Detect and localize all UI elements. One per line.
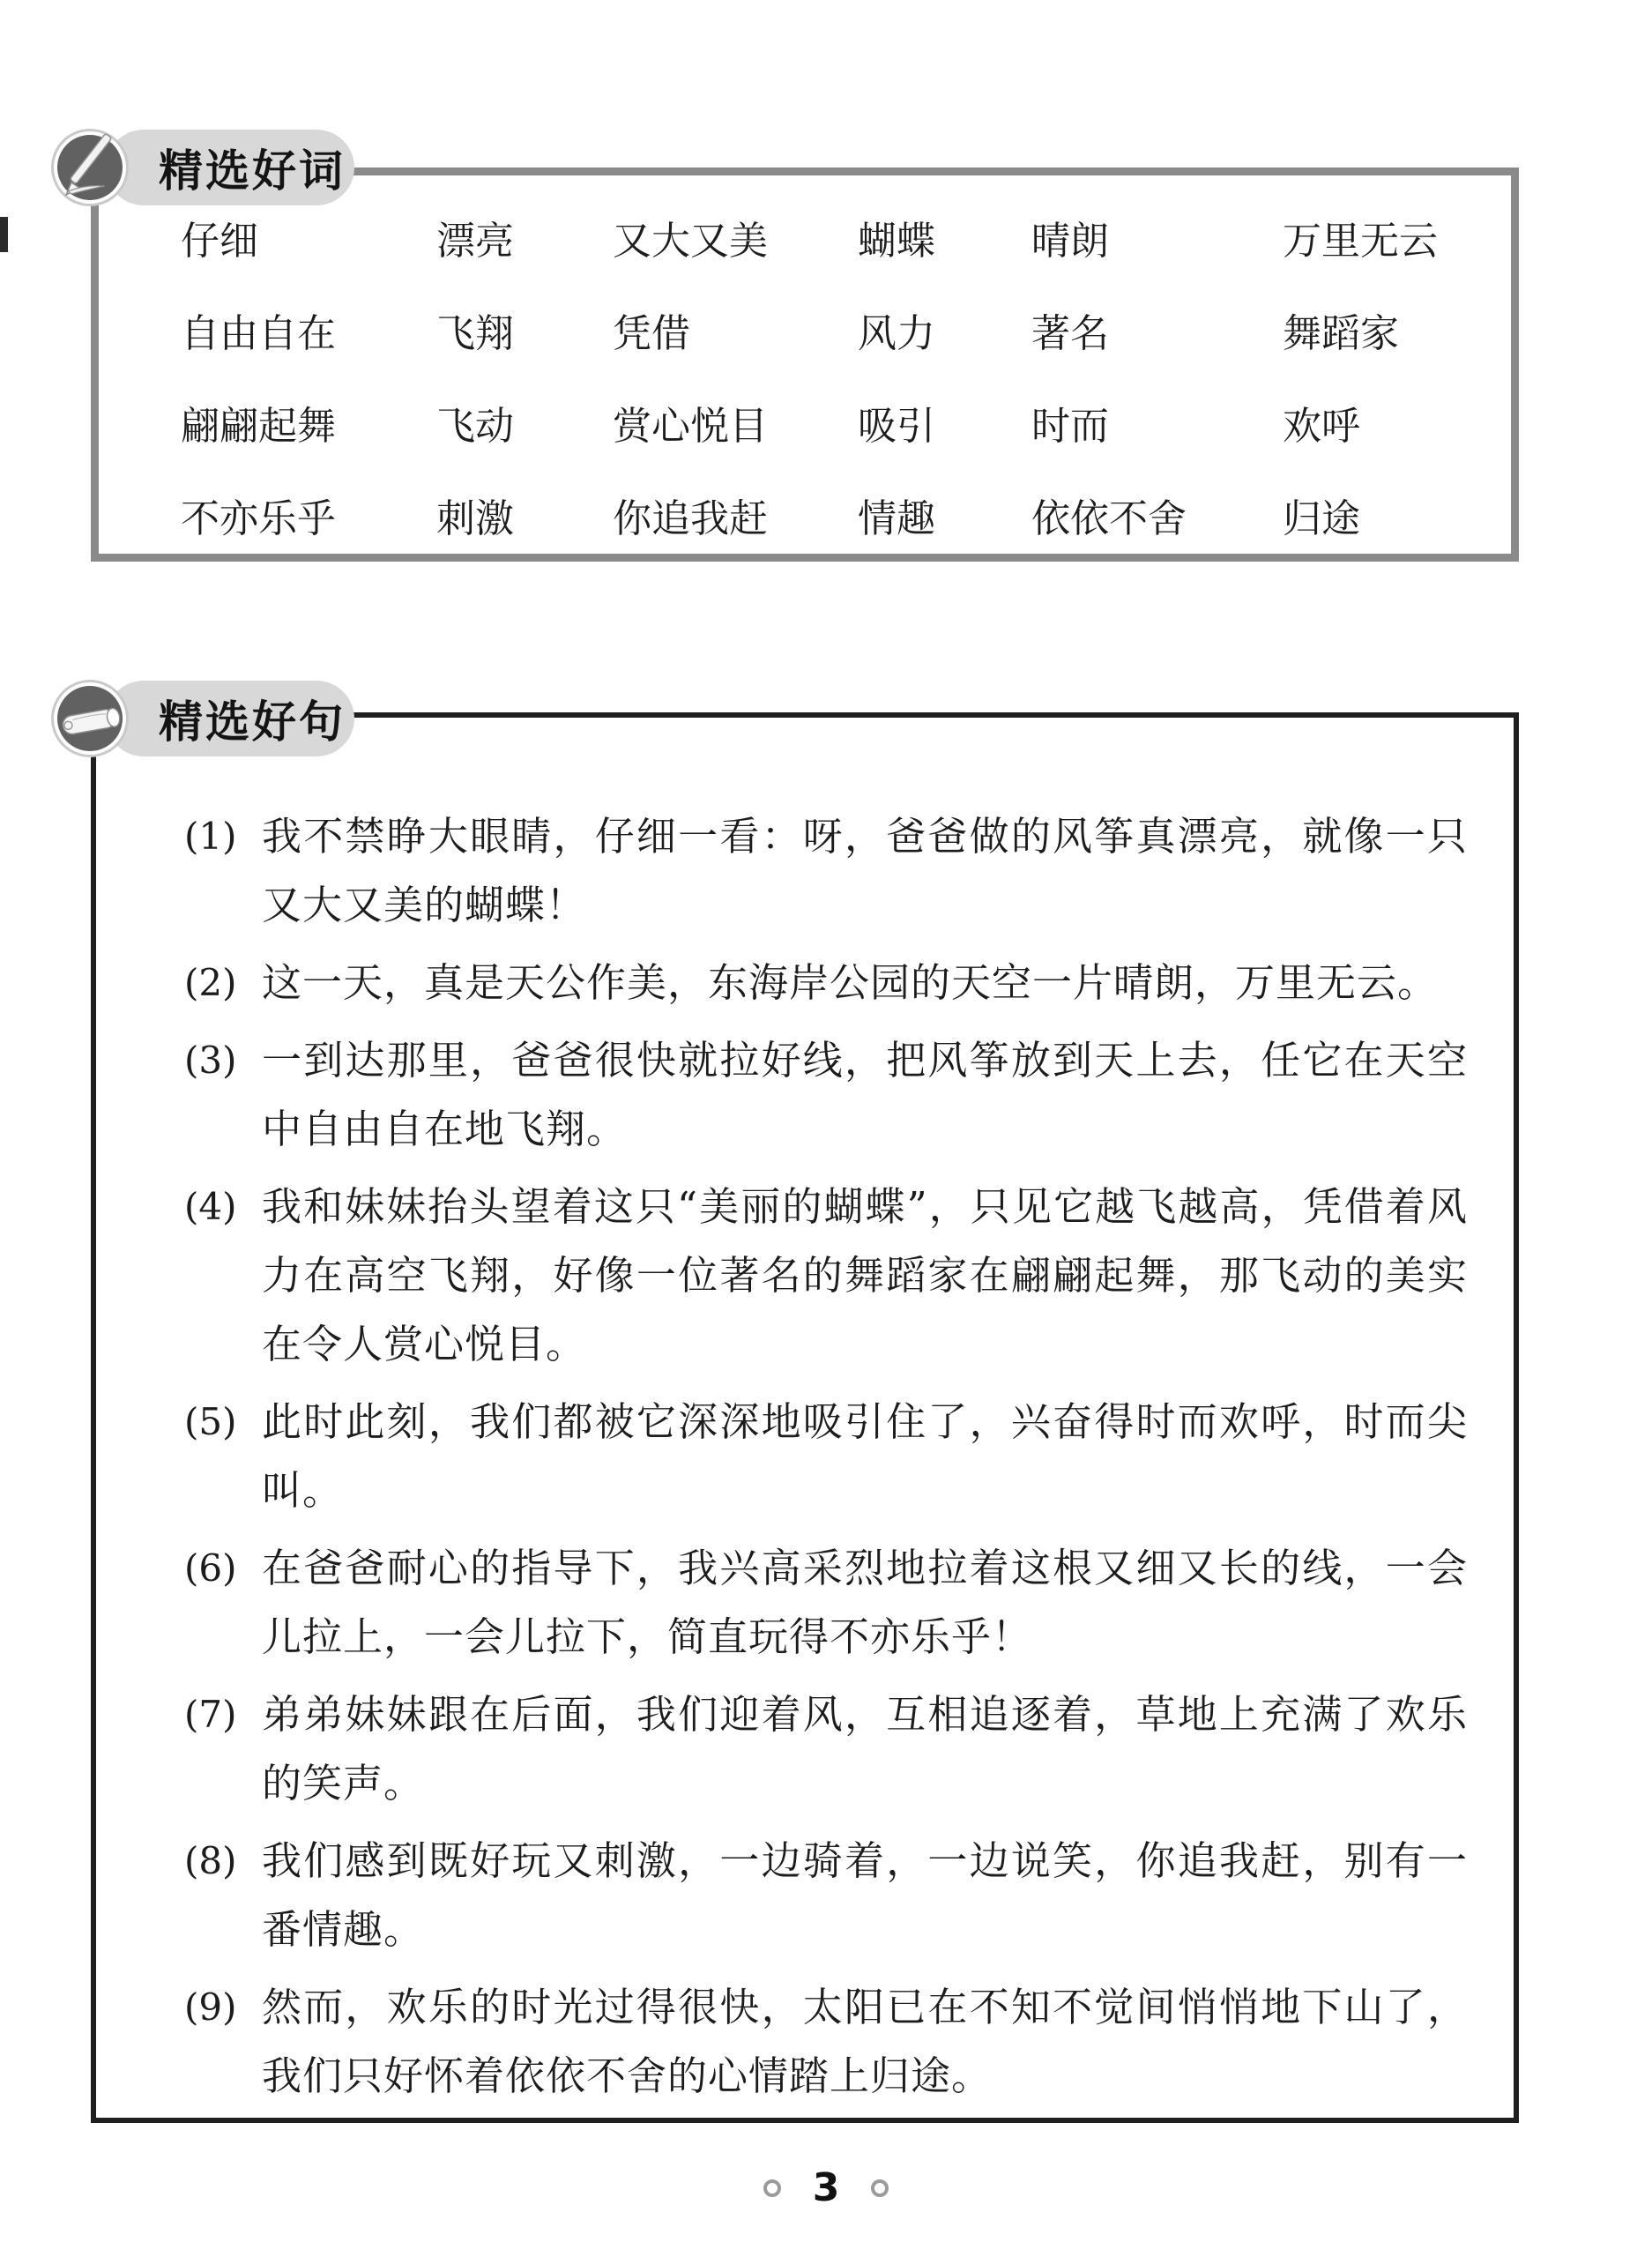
word-item: 时而 [1031, 404, 1109, 449]
page-number: 3 [812, 2165, 840, 2210]
sentence-item [184, 1173, 1468, 1379]
sentences-list [96, 718, 1514, 2111]
word-item: 万里无云 [1283, 219, 1438, 264]
sentences-box [91, 712, 1519, 2123]
word-item: 依依不舍 [1031, 496, 1187, 541]
word-item: 赏心悦目 [613, 404, 768, 449]
sentence-text: 这一天，真是天公作美，东海岸公园的天空一片晴朗，万里无云。 [262, 959, 1439, 1006]
sentence-item [184, 1973, 1468, 2111]
word-item: 漂亮 [436, 219, 514, 264]
word-item: 蝴蝶 [858, 219, 935, 264]
word-item: 情趣 [858, 496, 935, 541]
words-box [91, 168, 1519, 562]
word-item: 刺激 [436, 496, 514, 541]
words-grid [99, 175, 1511, 540]
word-item: 你追我赶 [613, 496, 768, 541]
word-item: 自由自在 [181, 311, 336, 356]
sentence-text: 然而，欢乐的时光过得很快，太阳已在不知不觉间悄悄地下山了，我们只好怀着依依不舍的心情踏上归途。 [262, 1984, 1468, 2099]
word-row [181, 311, 1511, 356]
scroll-icon [50, 679, 130, 758]
sentence-text: 在爸爸耐心的指导下，我兴高采烈地拉着这根又细又长的线，一会儿拉上，一会儿拉下，简直玩得不亦乐乎！ [262, 1545, 1468, 1660]
pen-icon [50, 128, 130, 207]
sentence-item [184, 1827, 1468, 1964]
word-item: 风力 [858, 311, 935, 356]
sentence-number: (9) [184, 1985, 237, 2029]
word-item: 飞翔 [436, 311, 514, 356]
page-edge-mark [0, 217, 8, 252]
word-item: 归途 [1283, 496, 1360, 541]
sentence-text: 此时此刻，我们都被它深深地吸引住了，兴奋得时而欢呼，时而尖叫。 [262, 1398, 1468, 1514]
word-item: 晴朗 [1031, 219, 1109, 264]
word-item: 欢呼 [1283, 404, 1360, 449]
sentence-text: 我不禁睁大眼睛，仔细一看：呀，爸爸做的风筝真漂亮，就像一只又大又美的蝴蝶！ [262, 813, 1468, 928]
word-item: 凭借 [613, 311, 690, 356]
footer-ring-icon [871, 2179, 889, 2197]
sentence-number: (7) [184, 1693, 237, 1736]
sentence-text: 我和妹妹抬头望着这只“美丽的蝴蝶”，只见它越飞越高，凭借着风力在高空飞翔，好像一位著名的舞蹈家在翩翩起舞，那飞动的美实在令人赏心悦目。 [262, 1183, 1468, 1367]
word-item: 吸引 [858, 404, 935, 449]
word-row [181, 406, 1511, 447]
sentence-number: (5) [184, 1400, 237, 1443]
words-section-header [106, 130, 354, 205]
sentence-item [184, 1388, 1468, 1525]
sentence-number: (3) [184, 1039, 237, 1082]
sentence-text: 一到达那里，爸爸很快就拉好线，把风筝放到天上去，任它在天空中自由自在地飞翔。 [262, 1037, 1468, 1152]
sentence-number: (2) [184, 961, 237, 1004]
word-row [181, 221, 1511, 262]
sentences-section-title: 精选好句 [159, 696, 346, 748]
sentence-number: (8) [184, 1839, 237, 1882]
sentence-item [184, 1680, 1468, 1818]
footer-ring-icon [763, 2179, 781, 2197]
sentence-text: 我们感到既好玩又刺激，一边骑着，一边说笑，你追我赶，别有一番情趣。 [262, 1837, 1468, 1953]
sentence-text: 弟弟妹妹跟在后面，我们迎着风，互相追逐着，草地上充满了欢乐的笑声。 [262, 1691, 1468, 1806]
words-section-title: 精选好词 [159, 145, 346, 197]
word-item: 又大又美 [613, 219, 768, 264]
sentence-item [184, 802, 1468, 940]
sentence-number: (1) [184, 815, 237, 858]
word-item: 飞动 [436, 404, 514, 449]
word-item: 翩翩起舞 [181, 404, 336, 449]
sentences-section-header [106, 681, 354, 756]
sentence-number: (6) [184, 1546, 237, 1590]
sentence-item [184, 1026, 1468, 1164]
word-row [181, 496, 1511, 541]
sentence-item [184, 1534, 1468, 1672]
word-item: 不亦乐乎 [181, 496, 336, 541]
page-footer [0, 2165, 1652, 2210]
sentence-item [184, 949, 1468, 1017]
word-item: 著名 [1031, 311, 1109, 356]
word-item: 仔细 [181, 219, 258, 264]
word-item: 舞蹈家 [1283, 311, 1399, 356]
sentence-number: (4) [184, 1185, 237, 1228]
